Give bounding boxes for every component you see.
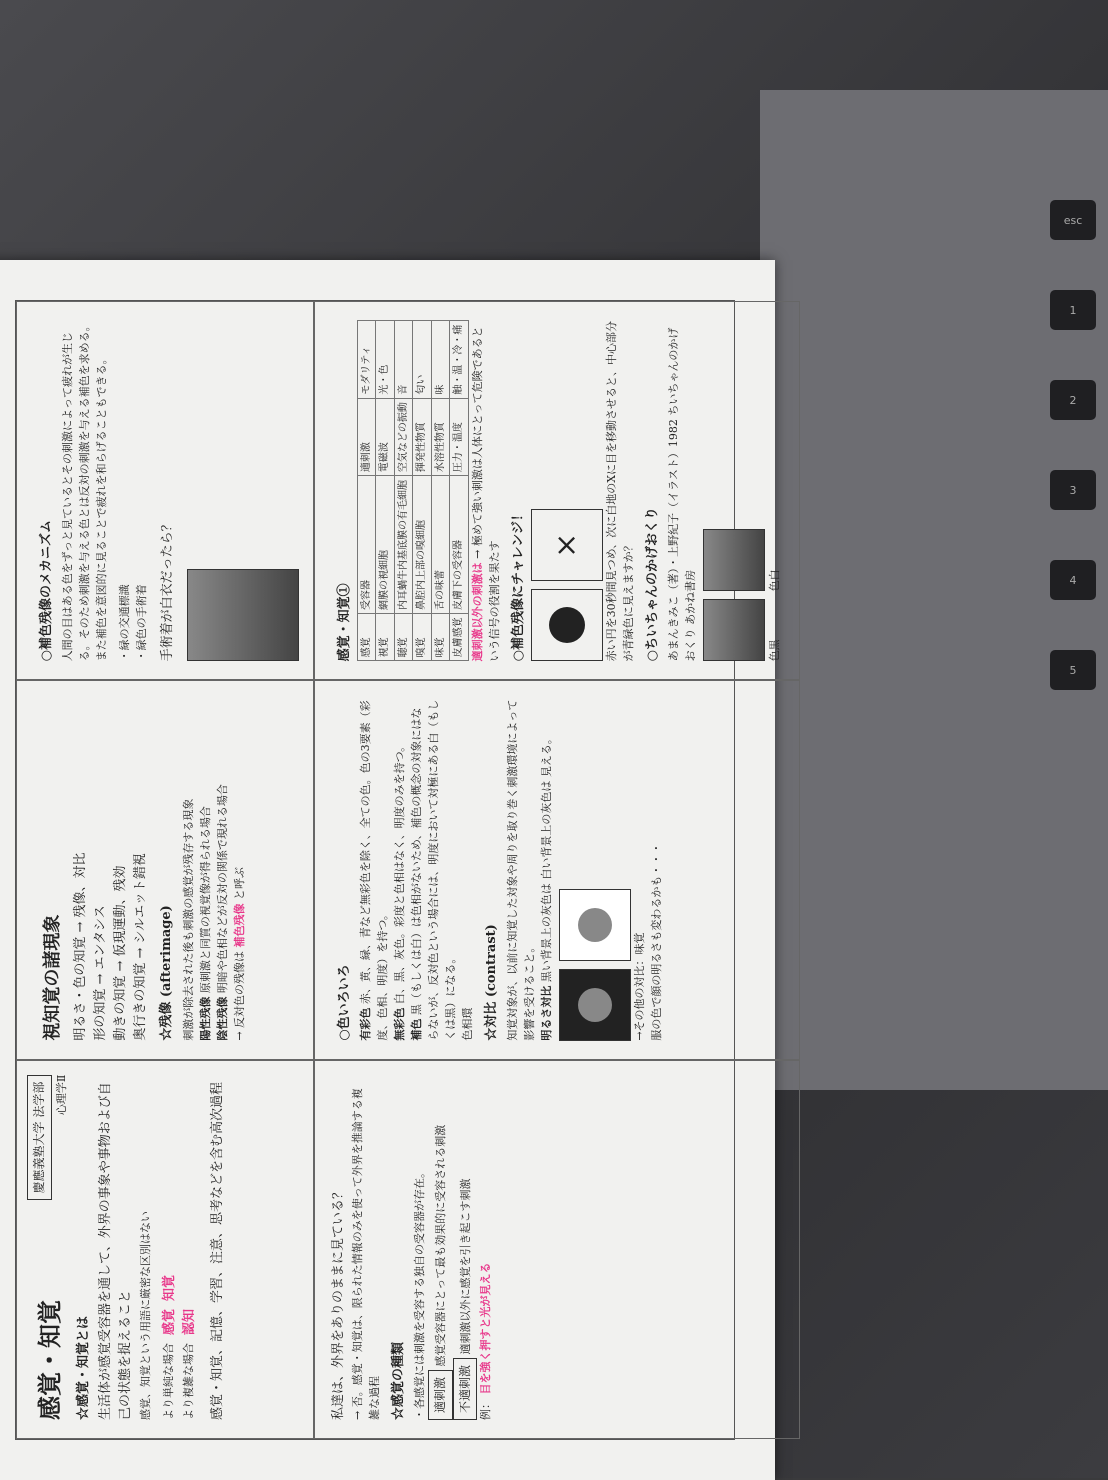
strong-stimulus-line bbox=[469, 320, 503, 661]
light-skin-photo bbox=[703, 529, 765, 591]
complex-label: より複雑な場合 bbox=[181, 1343, 195, 1420]
school-label: 慶應義塾大学 法学部 bbox=[27, 1075, 52, 1201]
brightness-label: 明るさ対比 bbox=[540, 985, 554, 1041]
adequate-label: 適刺激 bbox=[428, 1370, 453, 1420]
table-header: 感覚 bbox=[357, 614, 376, 661]
list-item: 形の知覚 → エンタシス bbox=[93, 905, 109, 1041]
intro-question: 私達は、外界をありのままに見ている？ bbox=[330, 1185, 346, 1420]
complementary-def: 黒（もしくは白）は色相がないため、補色の概念の対象にはならないが、反対色という場合には、明度において対極にある白（もしくは黒）になる。 bbox=[409, 699, 457, 1041]
list-item: 奥行きの知覚 → シルエット錯視 bbox=[133, 853, 149, 1041]
table-cell: 匂い bbox=[413, 321, 432, 399]
negative-label: 陰性残像 bbox=[215, 996, 229, 1041]
inadequate-stimulus bbox=[453, 1079, 478, 1420]
cell-complementary-mechanism bbox=[16, 301, 314, 680]
inadequate-def: 適刺激以外に感覚を引き起こす刺激 bbox=[458, 1178, 472, 1355]
key-2[interactable]: 2 bbox=[1050, 380, 1096, 420]
mechanism-title: ○補色残像のメカニズム bbox=[39, 520, 54, 662]
table-cell: 皮膚下の受容器 bbox=[450, 476, 469, 614]
challenge-heading: ○補色残像にチャレンジ！ bbox=[510, 508, 526, 662]
table-cell: 空気などの振動 bbox=[394, 398, 413, 476]
table-row bbox=[394, 321, 413, 661]
achromatic-label: 無彩色 bbox=[392, 1007, 406, 1041]
table-header-row bbox=[357, 321, 376, 661]
table-cell: 触・温・冷・痛 bbox=[450, 321, 469, 399]
table-cell: 内耳蝸牛内基底膜の有毛細胞 bbox=[394, 476, 413, 614]
simple-label: より単純な場合 bbox=[161, 1343, 175, 1420]
handout-grid bbox=[15, 300, 782, 1440]
table-cell: 味覚 bbox=[431, 614, 450, 661]
sensation-kind-def: ・各感覚には刺激を受容する独自の受容器が存在。 bbox=[412, 1167, 426, 1420]
table-cell: 味 bbox=[431, 321, 450, 399]
intro-answer: → 否。感覚・知覚は、限られた情報のみを使って外界を推論する複雑な過程 bbox=[350, 1088, 381, 1420]
cell-sensation-perception bbox=[16, 1060, 314, 1439]
arrow-text: → 反対色の残像は bbox=[232, 950, 246, 1041]
arrow-end-text: と呼ぶ bbox=[232, 866, 246, 900]
key-5[interactable]: 5 bbox=[1050, 650, 1096, 690]
color-wheel-label: 色相環 bbox=[460, 1007, 474, 1041]
table-cell: 嗅覚 bbox=[413, 614, 432, 661]
x-square bbox=[531, 509, 603, 581]
strong-stimulus-note: → 極めて強い刺激は人体にとって危険であるという信号の役割を果たす bbox=[470, 326, 501, 662]
contrast-figures bbox=[559, 699, 631, 1040]
dark-skin-photo-group bbox=[703, 599, 785, 661]
contrast-def: 知覚対象が、以前に知覚した対象や周りを取り巻く刺激環境によって影響を受けること。 bbox=[506, 699, 537, 1041]
book-heading: ○ちいちゃんのかげおくり bbox=[644, 507, 660, 662]
table-row bbox=[450, 321, 469, 661]
chromatic-label: 有彩色 bbox=[358, 1007, 372, 1041]
achromatic-def: 白、黒、灰色。彩度と色相はなく、明度のみを持つ。 bbox=[392, 740, 406, 1005]
illusions-title: 視知覚の諸現象 bbox=[42, 914, 63, 1041]
handout-paper bbox=[0, 260, 782, 1480]
table-header: 適刺激 bbox=[357, 398, 376, 476]
higher-process-text: 感覚・知覚、記憶、学習、注意、思考などを含む高次過程 bbox=[209, 1081, 225, 1420]
table-cell: 揮発性物質 bbox=[413, 398, 432, 476]
table-cell: 音 bbox=[394, 321, 413, 399]
bullet-surgical-gown: ・緑色の手術着 bbox=[135, 584, 149, 662]
negative-def: 明暗や色相などが反対の関係で現れる場合 bbox=[215, 784, 229, 994]
cell-colors-contrast bbox=[314, 680, 801, 1059]
positive-def: 原刺激と同質の視覚像が得られる場合 bbox=[198, 806, 212, 994]
simple-row bbox=[160, 1079, 180, 1420]
negative-afterimage bbox=[214, 699, 231, 1040]
list-item: 明るさ・色の知覚 → 残像、対比 bbox=[72, 852, 88, 1041]
challenge-figures bbox=[531, 320, 603, 661]
dark-skin-caption: 色黒 bbox=[768, 639, 782, 662]
laptop bbox=[760, 90, 1108, 1090]
sensation-kind-heading: ☆感覚の種類 bbox=[390, 1341, 406, 1420]
inadequate-label: 不適刺激 bbox=[453, 1358, 478, 1420]
x-mark-icon: × bbox=[548, 532, 584, 558]
skin-photos bbox=[703, 320, 785, 661]
modality-title: 感覚・知覚① bbox=[336, 583, 352, 662]
mechanism-body-2: また補色を意図的に見ることで疲れを和らげることもできる。 bbox=[95, 353, 109, 662]
clothing-note: 服の色で顔の明るさも変わるかも・・・ bbox=[650, 842, 664, 1041]
bullet-traffic-sign: ・緑の交通標識 bbox=[118, 584, 132, 662]
key-4[interactable]: 4 bbox=[1050, 560, 1096, 600]
handwritten-sensation: 感覚 bbox=[161, 1308, 177, 1335]
gray-circle bbox=[578, 988, 612, 1022]
table-cell: 舌の味蕾 bbox=[431, 476, 450, 614]
dark-circle bbox=[549, 607, 585, 643]
table-cell: 光・色 bbox=[376, 321, 395, 399]
light-skin-caption: 色白 bbox=[768, 569, 782, 592]
adequate-def: 感覚受容器にとって最も効果的に受容される刺激 bbox=[433, 1124, 447, 1367]
book-reference: あまんきみこ（著）・上野紀子（イラスト）1982 ちいちゃんのかげおくり あかね書房 bbox=[667, 327, 698, 662]
red-circle-square bbox=[531, 589, 603, 661]
handwritten-cognition: 認知 bbox=[181, 1308, 197, 1335]
illusion-list bbox=[71, 699, 152, 1040]
cell-perceptual-illusions bbox=[16, 680, 314, 1059]
list-item: 動きの知覚 → 仮現運動、残効 bbox=[113, 865, 129, 1041]
surgeons-photo bbox=[187, 569, 299, 661]
complementary bbox=[408, 699, 459, 1040]
table-cell: 皮膚感覚 bbox=[450, 614, 469, 661]
achromatic bbox=[391, 699, 408, 1040]
handwritten-example: 目を強く押すと光が見える bbox=[479, 1262, 493, 1395]
chromatic bbox=[357, 699, 391, 1040]
table-row bbox=[413, 321, 432, 661]
brightness-def: 黒い背景上の灰色は bbox=[540, 883, 554, 983]
complementary-label: 補色 bbox=[409, 1018, 423, 1041]
positive-afterimage bbox=[197, 699, 214, 1040]
contrast-heading: ☆対比 (contrast) bbox=[483, 924, 499, 1041]
course-label: 心理学Ⅱ bbox=[54, 1074, 68, 1116]
cell-modality-challenge bbox=[314, 301, 801, 680]
light-square bbox=[559, 889, 631, 961]
definition-text: 生活体が感覚受容器を通して、外界の事象や事物および自己の状態を捉えること bbox=[98, 1082, 134, 1420]
challenge-instructions: 赤い円を30秒間見つめ、次に白地のXに目を移動させると、中心部分が青緑色に見えますか？ bbox=[604, 320, 635, 662]
key-1[interactable]: 1 bbox=[1050, 290, 1096, 330]
table-cell: 聴覚 bbox=[394, 614, 413, 661]
handwritten-complementary: 補色残像 bbox=[232, 903, 246, 948]
adequate-stimulus bbox=[428, 1079, 453, 1420]
afterimage-definition: 刺激が除去された後も刺激の感覚が残存する現象 bbox=[181, 798, 195, 1041]
handwritten-perception: 知覚 bbox=[161, 1274, 177, 1301]
positive-label: 陽性残像 bbox=[198, 996, 212, 1041]
complex-row bbox=[180, 1079, 200, 1420]
table-cell: 視覚 bbox=[376, 614, 395, 661]
white-coat-question: 手術着が白衣だったら？ bbox=[160, 518, 176, 662]
table-cell: 電磁波 bbox=[376, 398, 395, 476]
table-cell: 網膜の視細胞 bbox=[376, 476, 395, 614]
example-label: 例： bbox=[479, 1398, 493, 1420]
course-header bbox=[27, 1075, 72, 1201]
table-cell: 鼻腔内上部の嗅細胞 bbox=[413, 476, 432, 614]
esc-key[interactable]: esc bbox=[1050, 200, 1096, 240]
table-row bbox=[431, 321, 450, 661]
section-title: 感覚・知覚 bbox=[35, 1300, 64, 1420]
light-skin-photo-group bbox=[703, 529, 785, 591]
example-line bbox=[477, 1079, 494, 1420]
cell-sensation-types bbox=[314, 1060, 801, 1439]
dark-skin-photo bbox=[703, 599, 765, 661]
modality-table bbox=[357, 320, 469, 661]
table-cell: 水溶性物質 bbox=[431, 398, 450, 476]
mechanism-body: 人間の目はある色をずっと見ているとその刺激によって疲れが生じる。そのため刺激を与える色とは反対の刺激を与える補色を求める。 bbox=[61, 320, 92, 662]
key-3[interactable]: 3 bbox=[1050, 470, 1096, 510]
brightness-contrast bbox=[538, 699, 555, 1040]
brightness-def-2: 白い背景上の灰色は bbox=[540, 780, 554, 880]
gray-circle bbox=[578, 908, 612, 942]
chromatic-def: 赤、黄、緑、青など無彩色を除く、全ての色。色の3要素（彩度、色相、明度）を持つ。 bbox=[358, 700, 389, 1041]
handwritten-note: 適刺激以外の刺激は bbox=[470, 562, 484, 662]
table-row bbox=[376, 321, 395, 661]
table-header: モダリティ bbox=[357, 321, 376, 399]
afterimage-heading: ☆残像 (afterimage) bbox=[159, 905, 175, 1041]
complementary-line bbox=[231, 699, 248, 1040]
question-heading: ☆感覚・知覚とは bbox=[76, 1315, 92, 1420]
colors-title: ○色いろいろ bbox=[336, 964, 352, 1041]
table-cell: 圧力・温度 bbox=[450, 398, 469, 476]
dark-square bbox=[559, 969, 631, 1041]
note-text: 感覚、知覚という用語に厳密な区別はない bbox=[138, 1211, 152, 1420]
other-contrast: →その他の対比：味覚 bbox=[633, 932, 647, 1041]
table-header: 受容器 bbox=[357, 476, 376, 614]
brightness-end: 見える。 bbox=[540, 733, 554, 778]
